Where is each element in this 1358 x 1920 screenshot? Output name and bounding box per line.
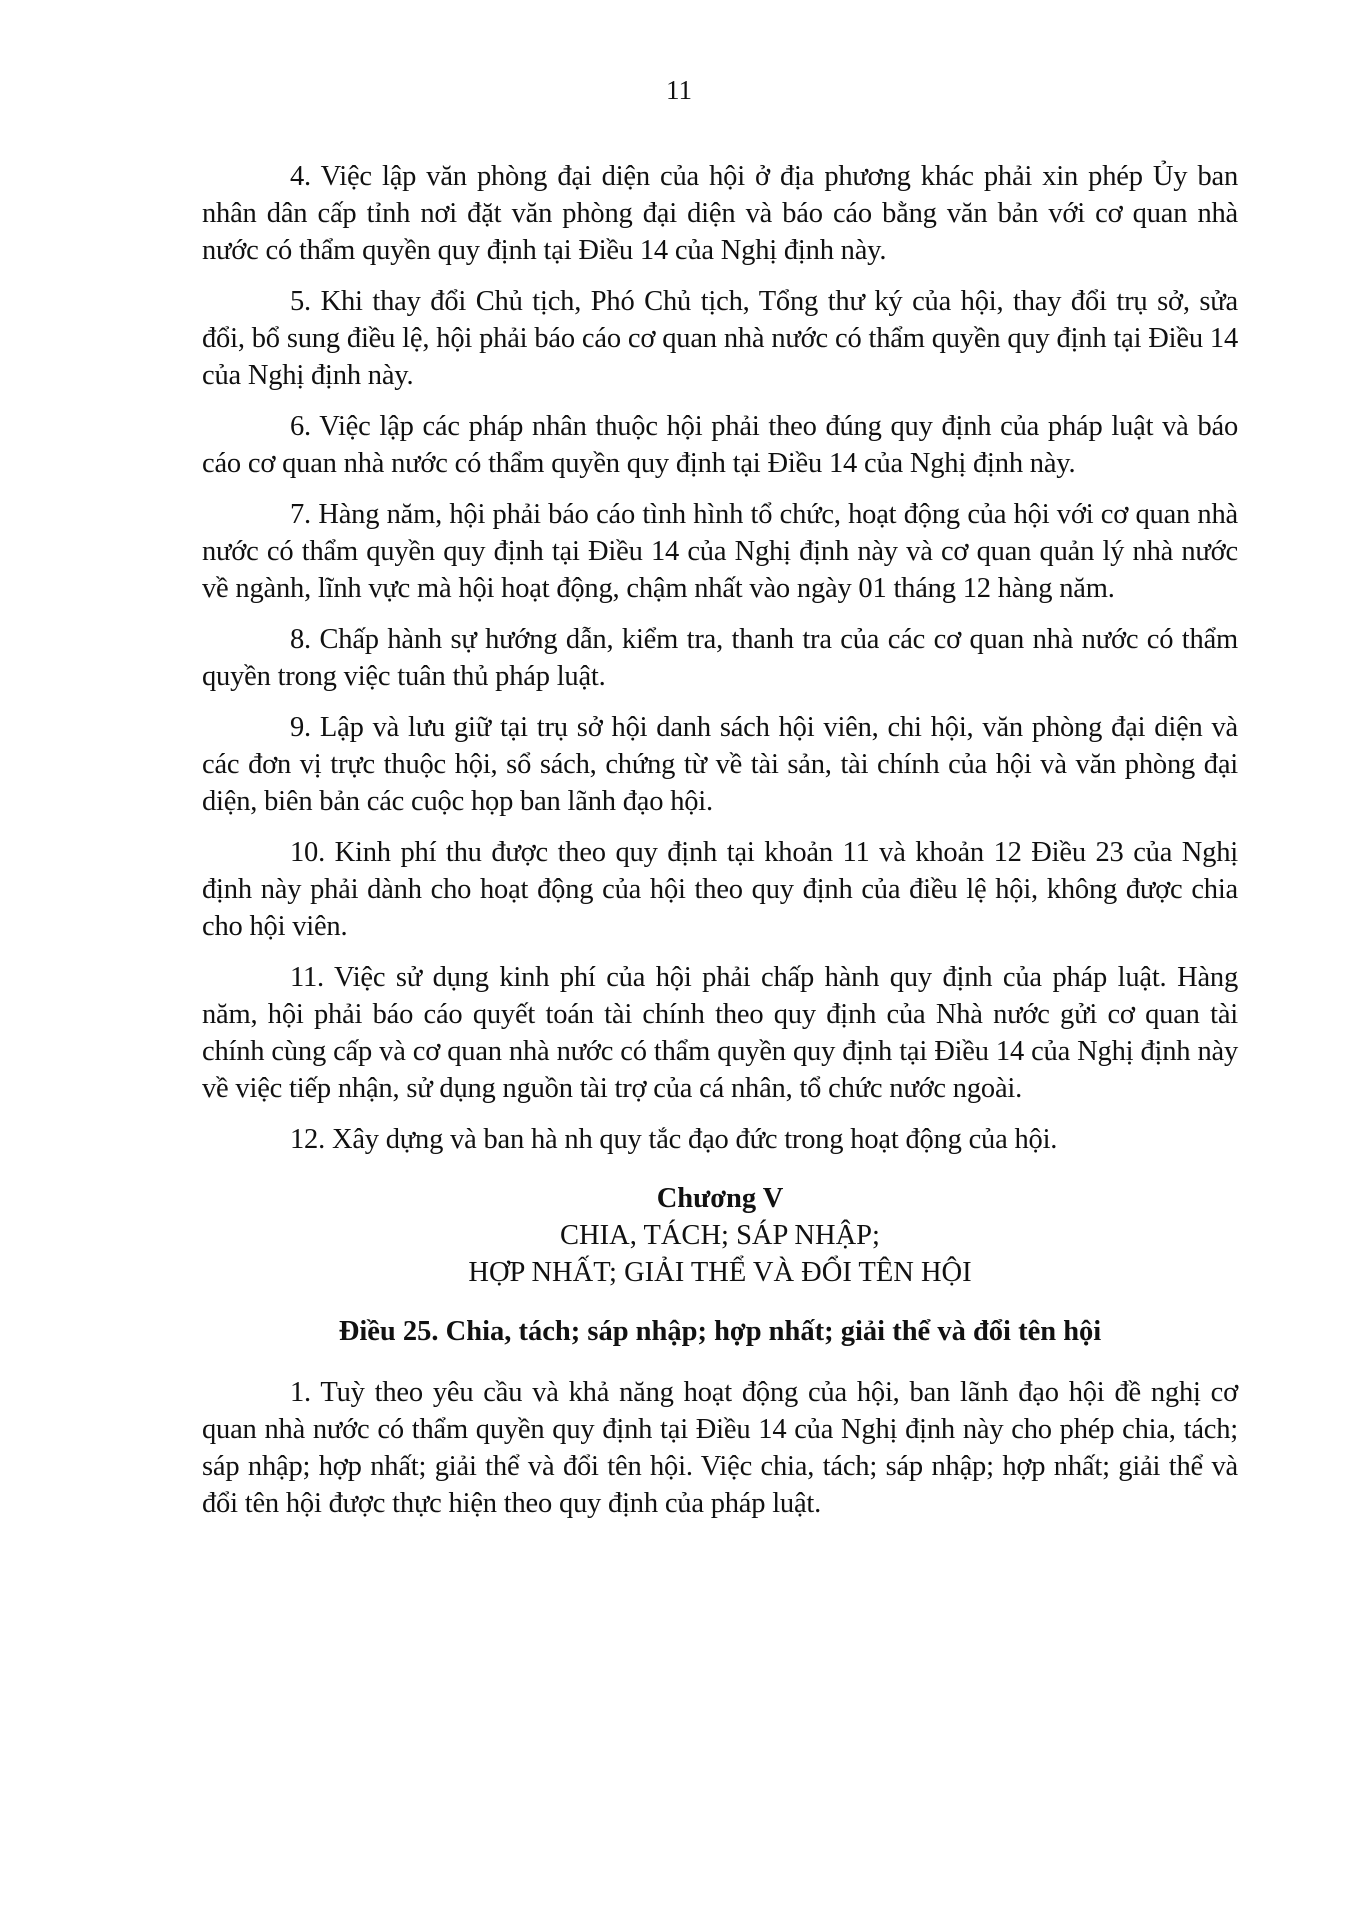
- paragraph-item-8: 8. Chấp hành sự hướng dẫn, kiểm tra, thanh tra của các cơ quan nhà nước có thẩm quyền trong việc tuân thủ pháp luật.: [202, 624, 1238, 692]
- article-title: Điều 25. Chia, tách; sáp nhập; hợp nhất; giải thể và đổi tên hội: [338, 1316, 1102, 1347]
- paragraph-item-4: 4. Việc lập văn phòng đại diện của hội ở địa phương khác phải xin phép Ủy ban nhân dân cấp tỉnh nơi đặt văn phòng đại diện và báo cáo bằng văn bản với cơ quan nhà nước có thẩm quyền quy định tại Điều 14 của Nghị định này.: [202, 161, 1238, 266]
- paragraph-item-7: 7. Hàng năm, hội phải báo cáo tình hình tổ chức, hoạt động của hội với cơ quan nhà nước có thẩm quyền quy định tại Điều 14 của Nghị định này và cơ quan quản lý nhà nước về ngành, lĩnh vực mà hội hoạt động, chậm nhất vào ngày 01 tháng 12 hàng năm.: [202, 499, 1238, 604]
- chapter-heading: [202, 1180, 1238, 1291]
- document-body: [202, 158, 1238, 1536]
- paragraph-item-5: 5. Khi thay đổi Chủ tịch, Phó Chủ tịch, Tổng thư ký của hội, thay đổi trụ sở, sửa đổi, bổ sung điều lệ, hội phải báo cáo cơ quan nhà nước có thẩm quyền quy định tại Điều 14 của Nghị định này.: [202, 286, 1238, 391]
- paragraph-item-11: 11. Việc sử dụng kinh phí của hội phải chấp hành quy định của pháp luật. Hàng năm, hội phải báo cáo quyết toán tài chính theo quy định của Nhà nước gửi cơ quan tài chính cùng cấp và cơ quan nhà nước có thẩm quyền quy định tại Điều 14 của Nghị định này về việc tiếp nhận, sử dụng nguồn tài trợ của cá nhân, tổ chức nước ngoài.: [202, 962, 1238, 1104]
- paragraph-item-9: 9. Lập và lưu giữ tại trụ sở hội danh sách hội viên, chi hội, văn phòng đại diện và các đơn vị trực thuộc hội, sổ sách, chứng từ về tài sản, tài chính của hội và văn phòng đại diện, biên bản các cuộc họp ban lãnh đạo hội.: [202, 712, 1238, 817]
- chapter-subtitle-line1: CHIA, TÁCH; SÁP NHẬP;: [560, 1220, 880, 1251]
- paragraph-item-12: 12. Xây dựng và ban hà nh quy tắc đạo đức trong hoạt động của hội.: [290, 1124, 1058, 1155]
- chapter-subtitle-line2: HỢP NHẤT; GIẢI THỂ VÀ ĐỔI TÊN HỘI: [468, 1257, 972, 1288]
- chapter-title: Chương V: [656, 1183, 784, 1214]
- article-paragraph-1: 1. Tuỳ theo yêu cầu và khả năng hoạt động của hội, ban lãnh đạo hội đề nghị cơ quan nhà nước có thẩm quyền quy định tại Điều 14 của Nghị định này cho phép chia, tách; sáp nhập; hợp nhất; giải thể và đổi tên hội. Việc chia, tách; sáp nhập; hợp nhất; giải thể và đổi tên hội được thực hiện theo quy định của pháp luật.: [202, 1377, 1238, 1519]
- page-number: 11: [666, 75, 692, 105]
- paragraph-item-6: 6. Việc lập các pháp nhân thuộc hội phải theo đúng quy định của pháp luật và báo cáo cơ quan nhà nước có thẩm quyền quy định tại Điều 14 của Nghị định này.: [202, 411, 1238, 479]
- paragraph-item-10: 10. Kinh phí thu được theo quy định tại khoản 11 và khoản 12 Điều 23 của Nghị định này phải dành cho hoạt động của hội theo quy định của điều lệ hội, không được chia cho hội viên.: [202, 837, 1238, 942]
